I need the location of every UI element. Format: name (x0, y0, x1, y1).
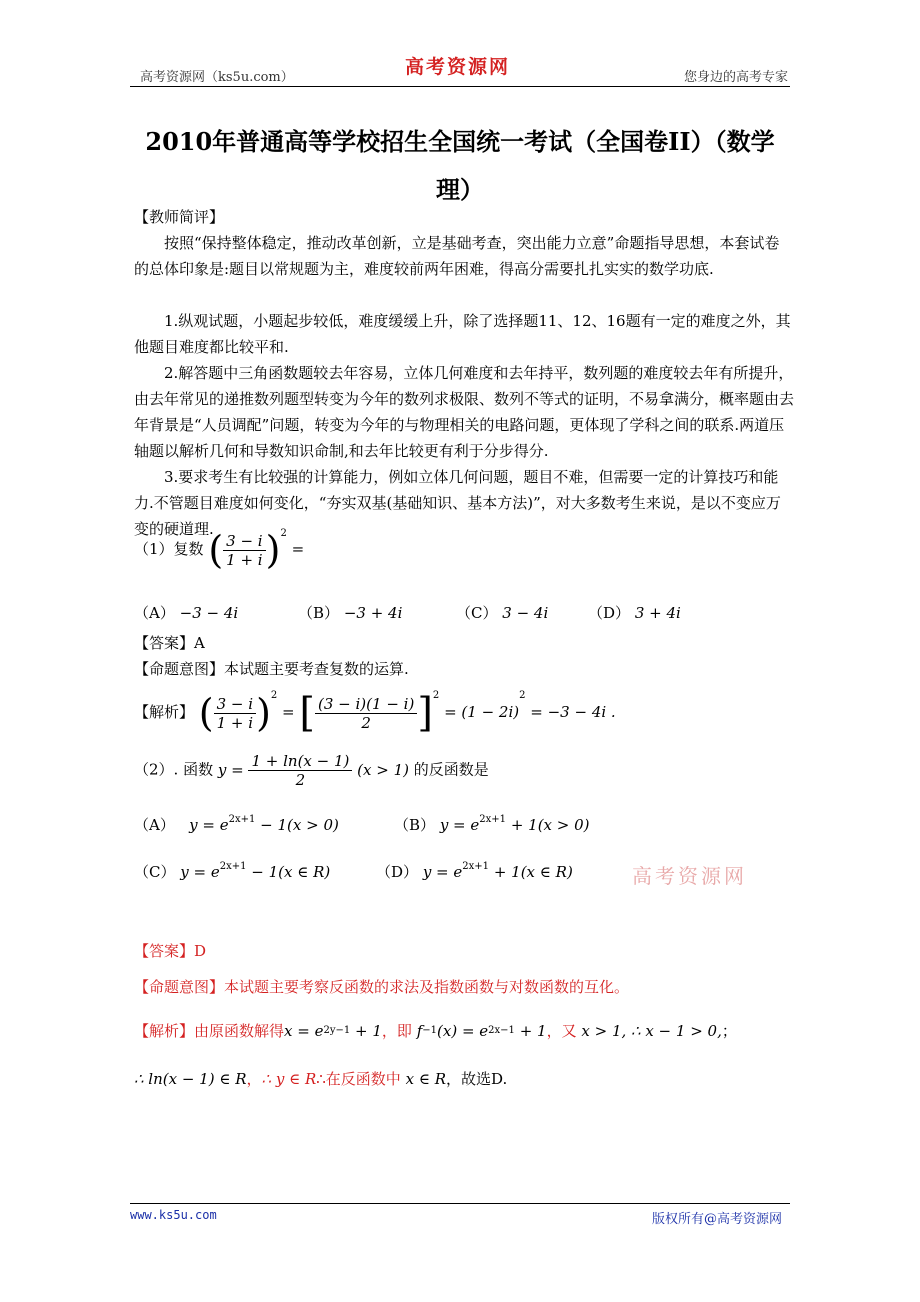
q1-solution: 【解析】 ( $\frac{3 - i}{1 + i}$ )$^2$ = [ $\frac{(3 - i)(1 - i)}{2}$ ]$^2 = (1 - 2i)^2 = -3 - 4i$ . (134, 690, 616, 736)
q1-exponent: 2 (280, 528, 287, 539)
q1-answer: 【答案】A (134, 634, 205, 652)
q1-denominator: 1 + i (226, 550, 263, 569)
q1-prefix: （1）复数 (134, 540, 204, 558)
review-heading: 【教师简评】 (134, 208, 225, 226)
q1-equals: = (291, 540, 305, 558)
q1-expression: ( $\frac{3 - i}{1 + i}$ )$^2$ (208, 528, 287, 572)
page-title: 2010年普通高等学校招生全国统一考试（全国卷II）（数学 (145, 127, 775, 156)
header-logo: 高考资源网 (405, 56, 511, 78)
q2-solution-line-1: 【解析】由原函数解得$x = e^{2y-1} + 1$，即 $f^{-1}(x) = e^{2x-1} + 1$，又 x > 1, ∴ x − 1 > 0,； (134, 1022, 737, 1040)
q1-option-d: （D） 3 + 4i (588, 604, 681, 622)
header-slogan: 您身边的高考专家 (683, 70, 788, 85)
review-paragraph-1: 按照“保持整体稳定，推动改革创新，立是基础考查，突出能力立意”命题指导思想，本套试卷的总体印象是:题目以常规题为主，难度较前两年困难，得高分需要扎扎实实的数学功底. (134, 234, 780, 278)
q1-option-c: （C） 3 − 4i (456, 604, 549, 622)
question-1 (134, 528, 794, 572)
review-paragraph-4: 3.要求考生有比较强的计算能力，例如立体几何问题，题目不难，但需要一定的计算技巧和能力.不管题目难度如何变化，“夯实双基(基础知识、基本方法)”，对大多数考生来说，是以不变应万变的硬道理. (134, 468, 781, 538)
footer-copyright: 版权所有@高考资源网 (651, 1212, 782, 1227)
q2-option-d: （D） $y = e^{2x+1} + 1(x$ ∈ R) (376, 861, 573, 881)
page-title-continued: 理） (436, 175, 484, 204)
watermark-logo: 高考资源网 (632, 864, 747, 888)
header-divider (130, 86, 790, 87)
q2-solution-line-2: ∴ ln(x − 1) ∈ R，∴ y ∈ R∴在反函数中 x ∈ R，故选D. (134, 1070, 508, 1088)
q2-option-b: （B） $y = e^{2x+1} + 1(x > 0)$ (394, 814, 590, 834)
footer-website-link[interactable]: www.ks5u.com (130, 1208, 217, 1222)
q1-option-b: （B） −3 + 4i (298, 604, 403, 622)
q2-option-c: （C） $y = e^{2x+1} - 1(x$ ∈ R) (134, 861, 331, 881)
q2-answer: 【答案】D (134, 942, 207, 960)
review-paragraph-3: 2.解答题中三角函数题较去年容易，立体几何难度和去年持平，数列题的难度较去年有所提升，由去年常见的递推数列题型转变为今年的数列求极限、数列不等式的证明，不易拿满分，概率题由去年背景是“人员调配”问题，转变为今年的与物理相关的电路问题，更体现了学科之间的联系.两道压轴题以解析几何和导数知识命制,和去年比较更有利于分步得分. (134, 364, 795, 460)
q1-option-a: （A） −3 − 4i (134, 604, 239, 622)
header-site-name: 高考资源网（ks5u.com） (140, 70, 294, 85)
question-2: （2）. 函数 y = $\frac{1 + \ln(x - 1)}{2}$ (x > 1) 的反函数是 (134, 752, 489, 789)
q1-numerator: 3 − i (223, 532, 265, 551)
review-paragraph-2: 1.纵观试题，小题起步较低，难度缓缓上升，除了选择题11、12、16题有一定的难度之外，其他题目难度都比较平和. (134, 312, 791, 356)
q1-intent: 【命题意图】本试题主要考查复数的运算. (134, 660, 409, 678)
q2-option-a: （A） $y = e^{2x+1} - 1(x > 0)$ (134, 814, 339, 834)
q2-intent: 【命题意图】本试题主要考察反函数的求法及指数函数与对数函数的互化。 (134, 978, 630, 996)
footer-divider (130, 1203, 790, 1204)
